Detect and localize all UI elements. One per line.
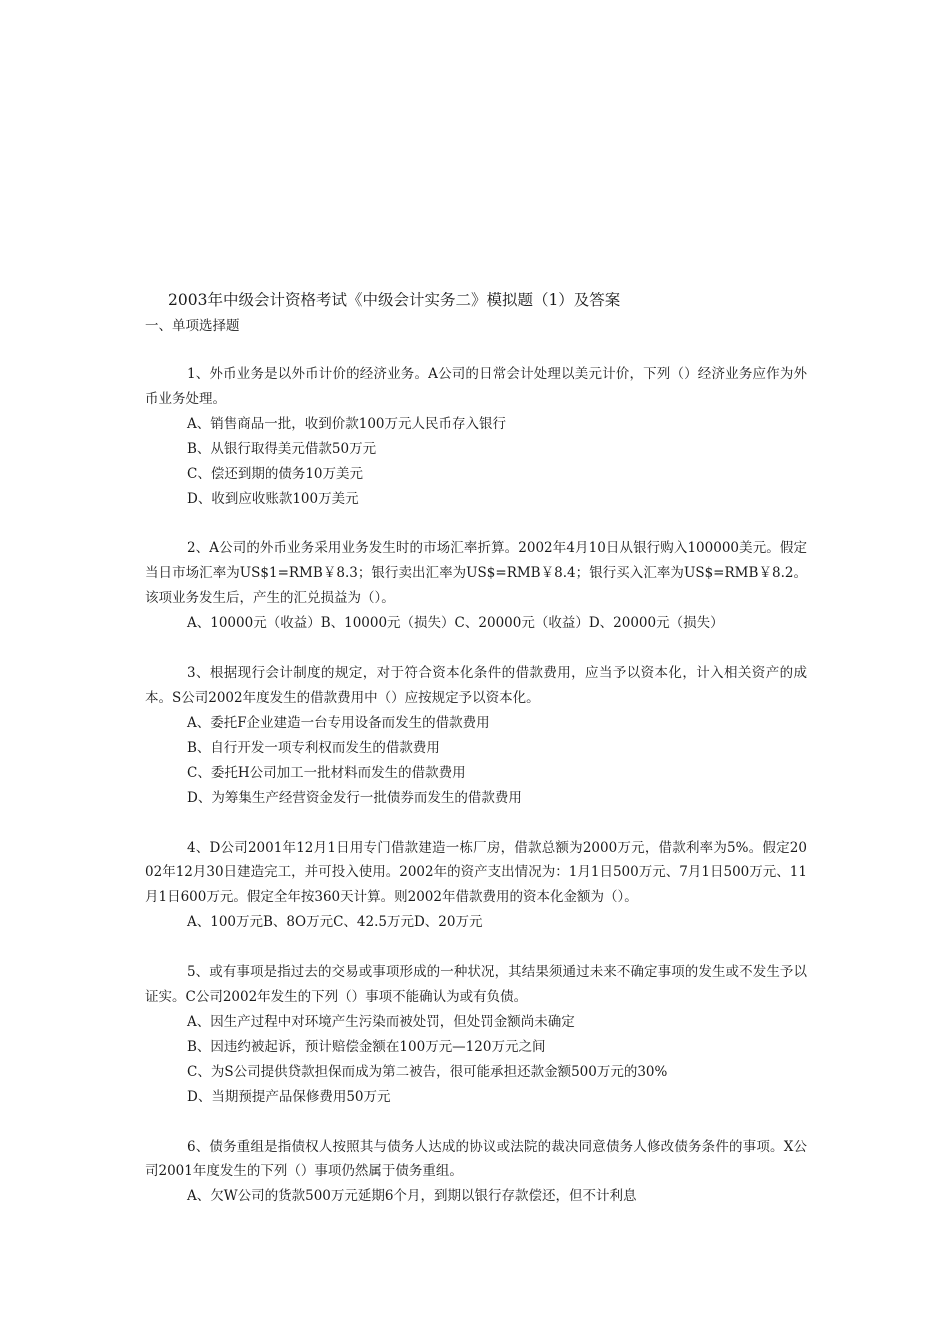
option-c: C、偿还到期的债务10万美元 — [187, 465, 364, 482]
section-heading: 一、单项选择题 — [145, 318, 240, 334]
question-text: 6、债务重组是指债权人按照其与债务人达成的协议或法院的裁决同意债务人修改债务条件的事项。X公司2001年度发生的下列（）事项仍然属于债务重组。 — [145, 1138, 807, 1180]
option-b: B、自行开发一项专利权而发生的借款费用 — [187, 739, 440, 756]
option-d: D、为筹集生产经营资金发行一批债券而发生的借款费用 — [187, 789, 522, 806]
question-text: 2、A公司的外币业务采用业务发生时的市场汇率折算。2002年4月10日从银行购入100000美元。假定当日市场汇率为US$1=RMB￥8.3；银行卖出汇率为US$=RMB￥8.4；银行买入汇率为US$=RMB￥8.2。该项业务发生后，产生的汇兑损益为（）。 — [145, 540, 807, 607]
question-6 — [145, 1135, 807, 1210]
option-line: A、10000元（收益）B、10000元（损失）C、20000元（收益）D、20000元（损失） — [187, 615, 724, 632]
option-b: B、因违约被起诉，预计赔偿金额在100万元—120万元之间 — [187, 1038, 546, 1055]
option-a: A、委托F企业建造一台专用设备而发生的借款费用 — [187, 714, 490, 731]
question-1 — [145, 362, 807, 511]
option-b: B、从银行取得美元借款50万元 — [187, 440, 377, 457]
option-a: A、销售商品一批，收到价款100万元人民币存入银行 — [187, 415, 507, 432]
question-5 — [145, 960, 807, 1109]
question-text: 3、根据现行会计制度的规定，对于符合资本化条件的借款费用，应当予以资本化，计入相关资产的成本。S公司2002年度发生的借款费用中（）应按规定予以资本化。 — [145, 665, 807, 706]
option-d: D、收到应收账款100万美元 — [187, 490, 359, 507]
question-4 — [145, 836, 807, 936]
option-a: A、欠W公司的货款500万元延期6个月，到期以银行存款偿还，但不计利息 — [187, 1188, 637, 1205]
option-c: C、为S公司提供贷款担保而成为第二被告，很可能承担还款金额500万元的30% — [187, 1063, 668, 1080]
question-text: 4、D公司2001年12月1日用专门借款建造一栋厂房，借款总额为2000万元，借款利率为5%。假定2002年12月30日建造完工，并可投入使用。2002年的资产支出情况为：1月1日500万元、7月1日500万元、11月1日600万元。假定全年按360天计算。则2002年借款费用的资本化金额为（）。 — [145, 839, 807, 906]
question-text: 5、或有事项是指过去的交易或事项形成的一种状况，其结果须通过未来不确定事项的发生或不发生予以证实。C公司2002年发生的下列（）事项不能确认为或有负债。 — [145, 964, 807, 1006]
option-c: C、委托H公司加工一批材料而发生的借款费用 — [187, 764, 466, 781]
option-a: A、因生产过程中对环境产生污染而被处罚，但处罚金额尚未确定 — [187, 1013, 575, 1030]
question-text: 1、外币业务是以外币计价的经济业务。A公司的日常会计处理以美元计价，下列（）经济业务应作为外币业务处理。 — [145, 366, 807, 407]
question-3 — [145, 661, 807, 810]
option-line: A、100万元B、8O万元C、42.5万元D、20万元 — [187, 914, 483, 931]
question-list — [145, 362, 807, 1234]
option-d: D、当期预提产品保修费用50万元 — [187, 1088, 391, 1105]
question-2 — [145, 536, 807, 636]
document-title: 2003年中级会计资格考试《中级会计实务二》模拟题（1）及答案 — [168, 291, 621, 309]
